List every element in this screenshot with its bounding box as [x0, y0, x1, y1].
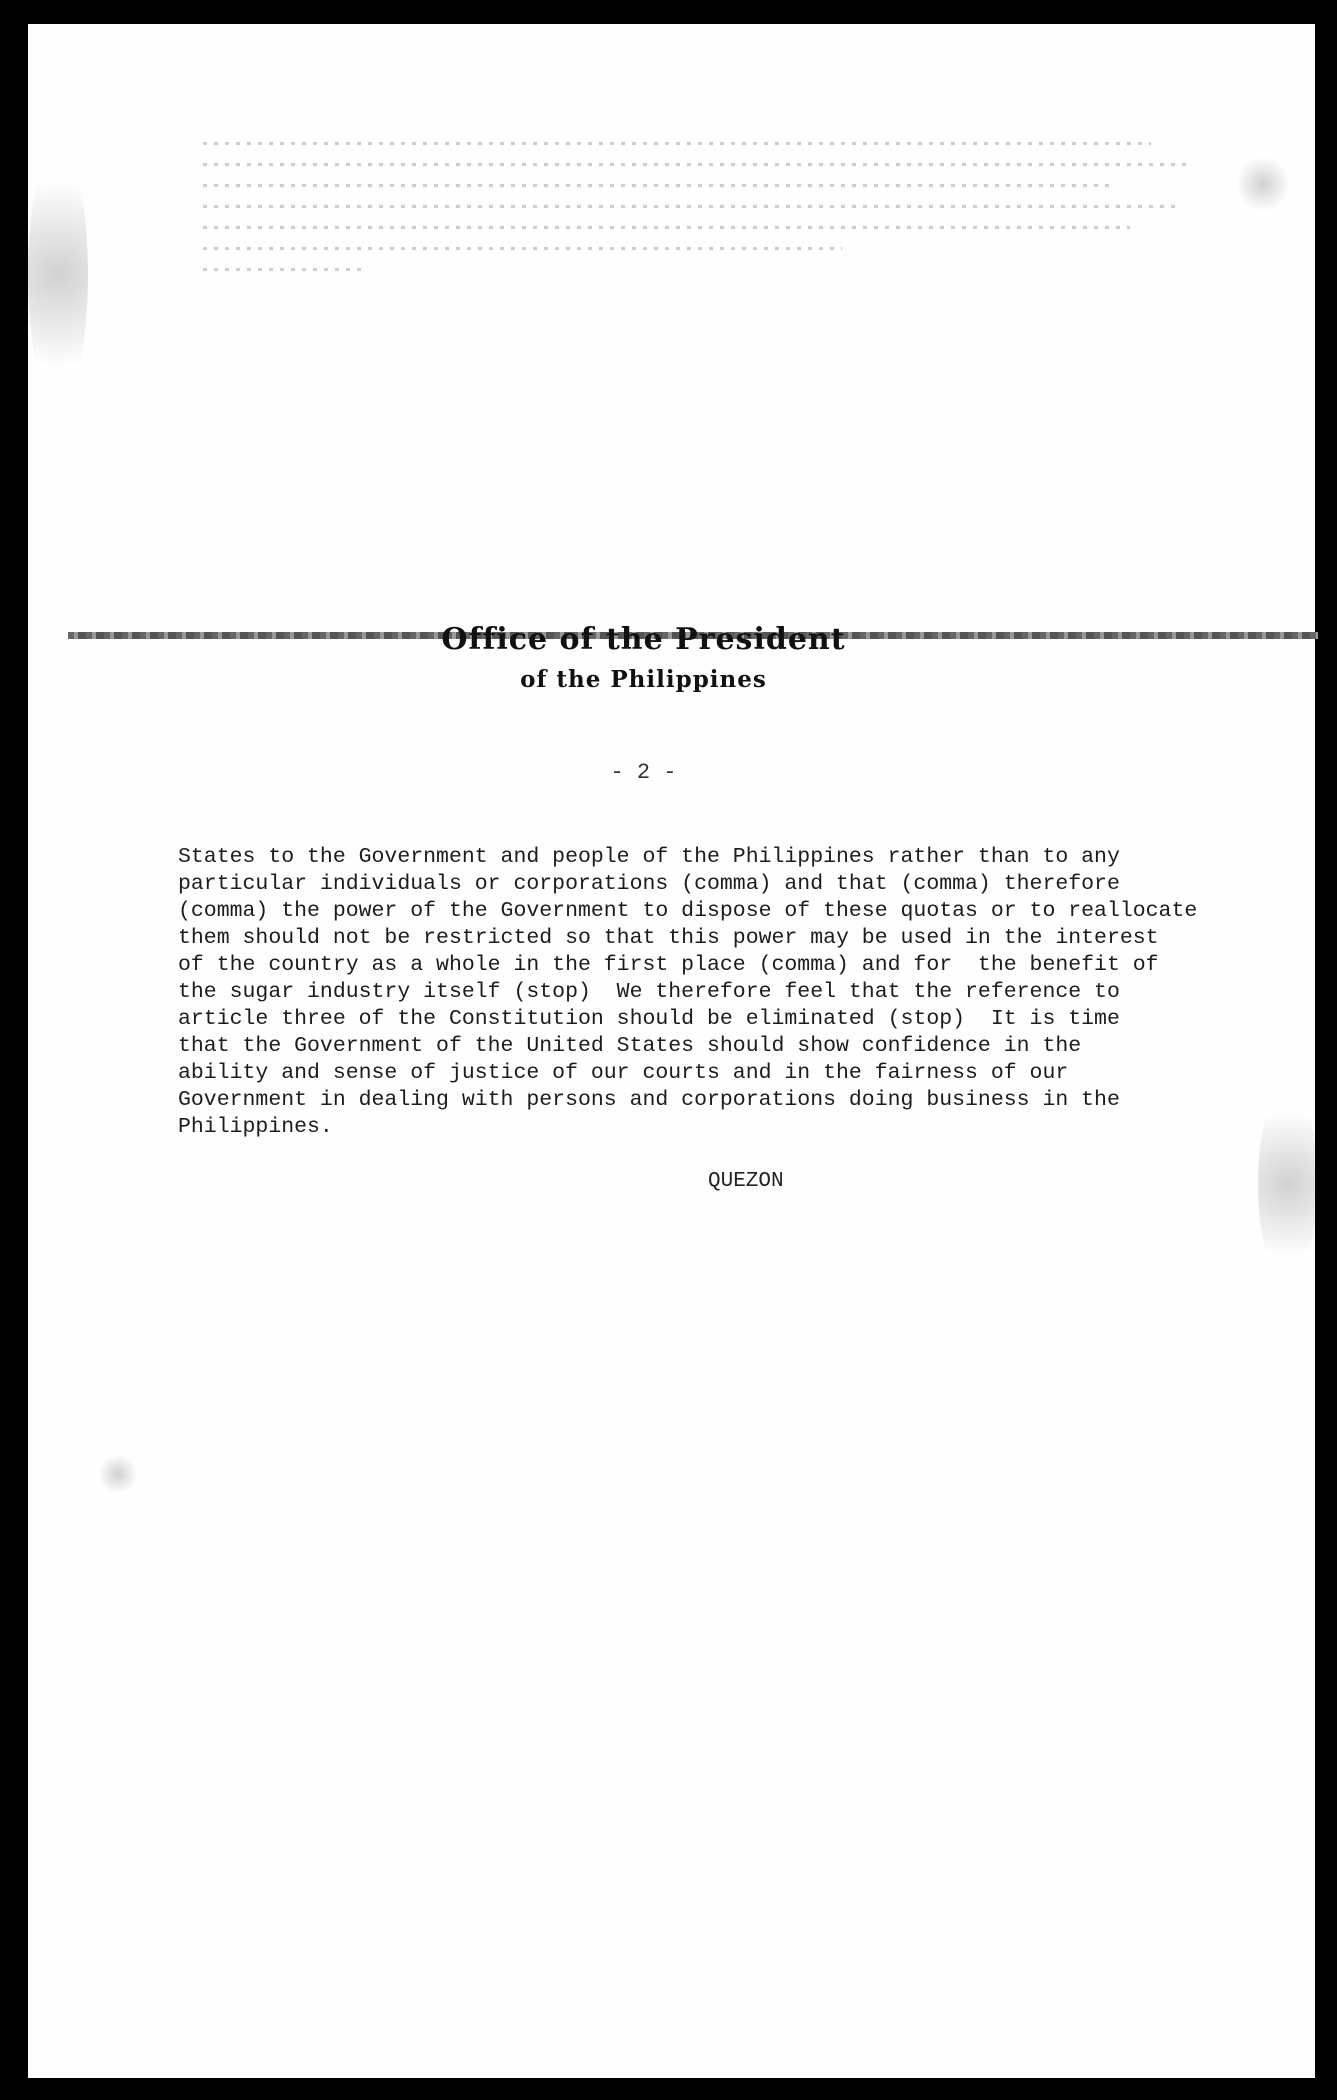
- scan-grain: [98, 1454, 138, 1494]
- body-line: (comma) the power of the Government to dispose of these quotas or to reallocate: [178, 899, 1198, 923]
- letterhead-title: Office of the President: [441, 622, 846, 657]
- body-text: [178, 844, 1288, 1141]
- scan-border-top: [0, 0, 1337, 24]
- scan-grain: [28, 144, 88, 404]
- body-line: Philippines.: [178, 1115, 333, 1139]
- scan-border-right: [1315, 0, 1337, 2100]
- body-line: ability and sense of justice of our courts and in the fairness of our: [178, 1061, 1069, 1085]
- scan-border-left: [0, 0, 28, 2100]
- body-line: article three of the Constitution should be eliminated (stop) It is time: [178, 1007, 1120, 1031]
- body-line: that the Government of the United States should show confidence in the: [178, 1034, 1082, 1058]
- body-line: particular individuals or corporations (comma) and that (comma) therefore: [178, 872, 1120, 896]
- page-number: - 2 -: [610, 760, 677, 785]
- body-line: them should not be restricted so that this power may be used in the interest: [178, 926, 1159, 950]
- body-line: Government in dealing with persons and corporations doing business in the: [178, 1088, 1120, 1112]
- letterhead-subtitle: of the Philippines: [520, 666, 767, 693]
- body-line: the sugar industry itself (stop) We therefore feel that the reference to: [178, 980, 1120, 1004]
- body-line: States to the Government and people of the Philippines rather than to any: [178, 845, 1120, 869]
- body-line: of the country as a whole in the first place (comma) and for the benefit of: [178, 953, 1159, 977]
- signature: QUEZON: [708, 1170, 784, 1193]
- scan-border-bottom: [0, 2078, 1337, 2100]
- scan-grain: [1238, 154, 1288, 214]
- show-through-text: [203, 124, 1233, 354]
